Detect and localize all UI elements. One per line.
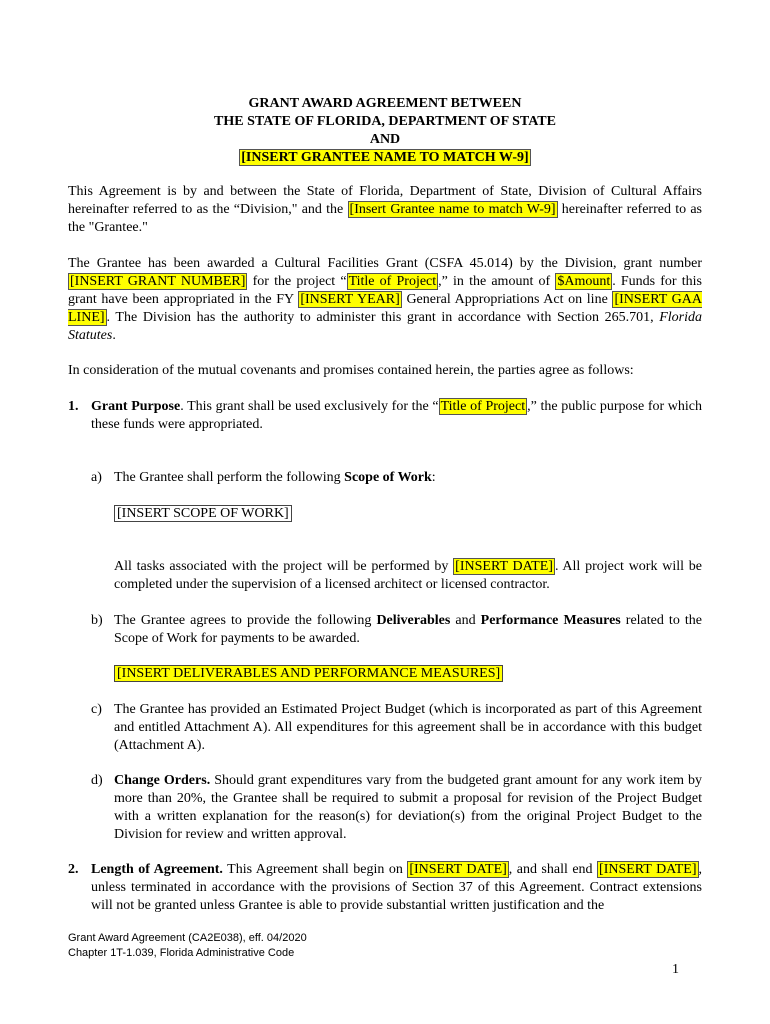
start-date-field: [INSERT DATE] xyxy=(409,862,507,877)
item-c-budget: The Grantee has provided an Estimated Project Budget (which is incorporated as part of this Agreement and entitled Attachment A). All expenditures for this agreement shall be in accordance with this budget (Attachment A). xyxy=(114,702,702,753)
grantee-name-field: [Insert Grantee name to match W-9] xyxy=(349,202,556,217)
item-c-label: c) xyxy=(91,702,102,717)
end-date-field: [INSERT DATE] xyxy=(599,862,697,877)
amount-field: $Amount xyxy=(557,274,611,289)
section-1-number: 1. xyxy=(68,399,79,414)
scope-of-work-box: [INSERT SCOPE OF WORK] xyxy=(114,505,702,523)
footer-line-2: Chapter 1T-1.039, Florida Administrative Code xyxy=(68,947,295,959)
title-line-3: AND xyxy=(369,132,401,147)
footer-line-1: Grant Award Agreement (CA2E038), eff. 04/2020 xyxy=(68,932,307,944)
consideration-paragraph: In consideration of the mutual covenants and promises contained herein, the parties agree as follows: xyxy=(68,363,634,378)
tasks-date-field: [INSERT DATE] xyxy=(455,559,553,574)
item-a-tasks: All tasks associated with the project will be performed by [INSERT DATE] . All project work will be completed under the supervision of a licensed architect or licensed contractor. xyxy=(114,559,702,592)
item-a-label: a) xyxy=(91,470,102,485)
grant-number-field: [INSERT GRANT NUMBER] xyxy=(70,274,246,289)
item-a-scope: The Grantee shall perform the following Scope of Work: xyxy=(114,470,436,485)
section-2-number: 2. xyxy=(68,862,79,877)
item-b-label: b) xyxy=(91,613,103,628)
item-b-deliverables: The Grantee agrees to provide the following Deliverables and Performance Measures related to the Scope of Work for payments to be awarded. xyxy=(114,613,702,646)
award-paragraph: The Grantee has been awarded a Cultural Facilities Grant (CSFA 45.014) by the Division, grant number [INSERT GRANT NUMBER] for the project “ Title of Project ,” in the amount of $Amount . Funds for this grant have been appropriated in the FY [INSERT YEAR] General Appropriations Act on line [INSERT GAA LINE] . The Division has the authority to administer this grant in accordance with Section 265.701, Florida Statutes. xyxy=(68,256,703,343)
title-line-1: GRANT AWARD AGREEMENT BETWEEN xyxy=(248,96,522,111)
gaa-line-field: [INSERT GAA LINE] xyxy=(68,292,703,325)
intro-paragraph: This Agreement is by and between the State of Florida, Department of State, Division of Cultural Affairs hereinafter referred to as the “Division," and the [Insert Grantee name to match W-9] hereinafter referred to as the "Grantee." xyxy=(68,184,702,235)
year-field: [INSERT YEAR] xyxy=(300,292,400,307)
grantee-name-placeholder: [INSERT GRANTEE NAME TO MATCH W-9] xyxy=(241,150,529,165)
item-d-label: d) xyxy=(91,773,103,788)
section-1-grant-purpose: Grant Purpose. This grant shall be used exclusively for the “ Title of Project ,” the public purpose for which these funds were appropriated. xyxy=(91,399,702,432)
section-2-length-of-agreement: Length of Agreement. This Agreement shall begin on [INSERT DATE] , and shall end [INSERT DATE] , unless terminated in accordance with the provisions of Section 37 of this Agreement. Contract extensions will not be granted unless Grantee is able to provide substantial written justification and the xyxy=(91,862,702,913)
item-d-change-orders: Change Orders. Should grant expenditures vary from the budgeted grant amount for any work item by more than 20%, the Grantee shall be required to submit a proposal for revision of the Project Budget with a written explanation for the reason(s) for deviation(s) from the original Project Budget to the Division for review and written approval. xyxy=(114,773,703,842)
deliverables-box: [INSERT DELIVERABLES AND PERFORMANCE MEASURES] xyxy=(114,665,702,683)
project-title-field-2: Title of Project xyxy=(440,399,526,414)
title-line-2: THE STATE OF FLORIDA, DEPARTMENT OF STATE xyxy=(214,114,556,129)
project-title-field: Title of Project xyxy=(348,274,437,289)
title-line-4 xyxy=(0,148,770,167)
page-number: 1 xyxy=(672,962,679,977)
